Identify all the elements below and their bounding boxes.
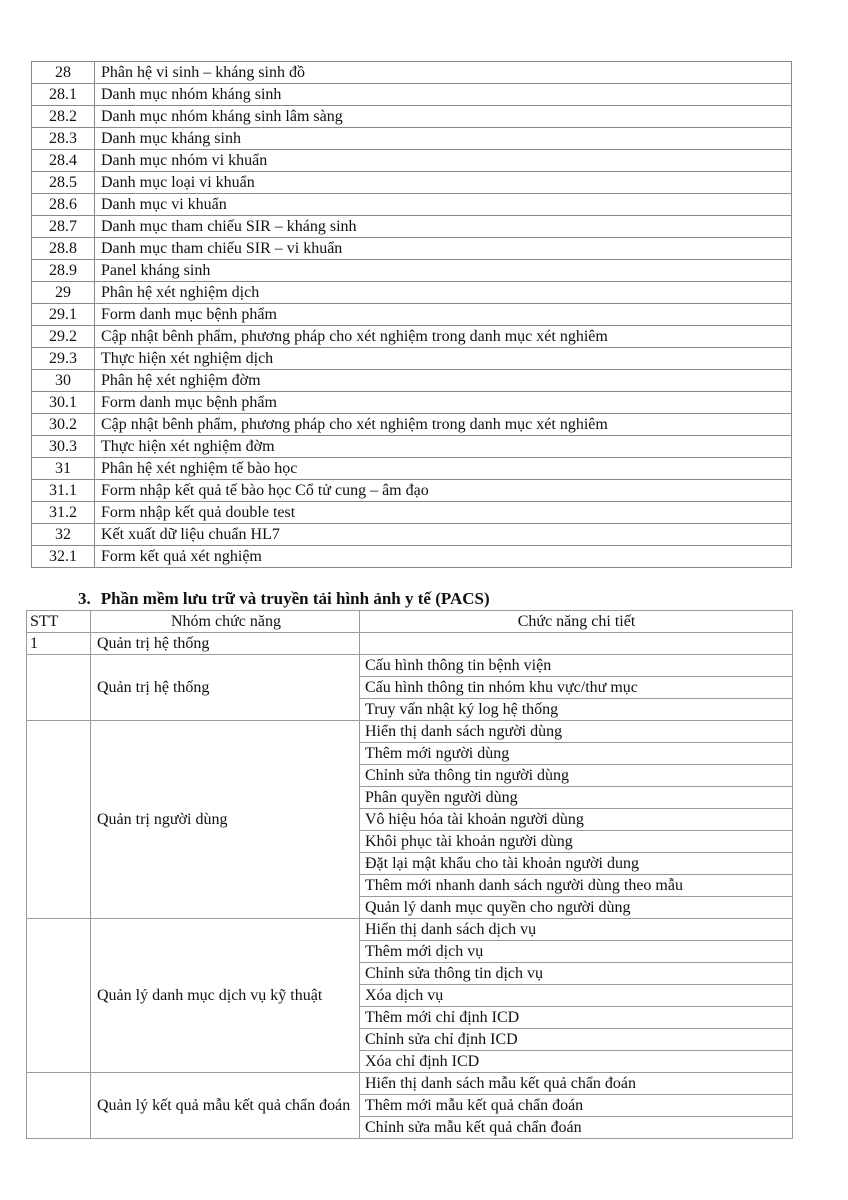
row-number: 28.6 xyxy=(32,194,95,216)
row-text: Danh mục nhóm kháng sinh xyxy=(95,84,792,106)
table-row xyxy=(32,392,792,414)
table-row xyxy=(27,633,793,655)
group-name-cell: Quản trị hệ thống xyxy=(91,655,360,721)
section-title: Phần mềm lưu trữ và truyền tải hình ảnh y tế (PACS) xyxy=(100,589,490,608)
stt-cell: 1 xyxy=(27,633,91,655)
row-text: Phân hệ xét nghiệm đờm xyxy=(95,370,792,392)
row-text: Danh mục tham chiếu SIR – kháng sinh xyxy=(95,216,792,238)
row-number: 28.9 xyxy=(32,260,95,282)
stt-cell xyxy=(27,1073,91,1139)
row-number: 30.2 xyxy=(32,414,95,436)
row-text: Danh mục tham chiếu SIR – vi khuẩn xyxy=(95,238,792,260)
detail-cell: Thêm mới chỉ định ICD xyxy=(360,1007,793,1029)
detail-cell: Truy vấn nhật ký log hệ thống xyxy=(360,699,793,721)
table-row xyxy=(27,919,793,941)
row-number: 29.1 xyxy=(32,304,95,326)
row-number: 31.1 xyxy=(32,480,95,502)
detail-cell: Thêm mới dịch vụ xyxy=(360,941,793,963)
stt-cell xyxy=(27,919,91,1073)
row-text: Panel kháng sinh xyxy=(95,260,792,282)
row-number: 28.4 xyxy=(32,150,95,172)
detail-cell: Hiển thị danh sách dịch vụ xyxy=(360,919,793,941)
group-name-cell: Quản lý danh mục dịch vụ kỹ thuật xyxy=(91,919,360,1073)
row-text: Danh mục nhóm kháng sinh lâm sàng xyxy=(95,106,792,128)
table-header-row xyxy=(27,611,793,633)
section-number: 3. xyxy=(78,589,91,608)
detail-cell: Chỉnh sửa thông tin người dùng xyxy=(360,765,793,787)
detail-cell xyxy=(360,633,793,655)
detail-cell: Chỉnh sửa thông tin dịch vụ xyxy=(360,963,793,985)
detail-cell: Thêm mới người dùng xyxy=(360,743,793,765)
table-row xyxy=(27,655,793,677)
row-number: 28.5 xyxy=(32,172,95,194)
row-text: Danh mục nhóm vi khuẩn xyxy=(95,150,792,172)
row-text: Thực hiện xét nghiệm dịch xyxy=(95,348,792,370)
detail-cell: Khôi phục tài khoản người dùng xyxy=(360,831,793,853)
row-text: Phân hệ vi sinh – kháng sinh đồ xyxy=(95,62,792,84)
table-row xyxy=(32,524,792,546)
row-number: 28.1 xyxy=(32,84,95,106)
detail-cell: Xóa dịch vụ xyxy=(360,985,793,1007)
row-text: Form danh mục bệnh phẩm xyxy=(95,304,792,326)
stt-cell xyxy=(27,721,91,919)
detail-cell: Phân quyền người dùng xyxy=(360,787,793,809)
table-row xyxy=(27,721,793,743)
detail-cell: Quản lý danh mục quyền cho người dùng xyxy=(360,897,793,919)
table-row xyxy=(32,326,792,348)
row-number: 28.3 xyxy=(32,128,95,150)
table-row xyxy=(32,458,792,480)
detail-cell: Thêm mới mẫu kết quả chẩn đoán xyxy=(360,1095,793,1117)
group-cell: Quản trị hệ thống xyxy=(91,633,360,655)
group-name-cell: Quản lý kết quả mẫu kết quả chẩn đoán xyxy=(91,1073,360,1139)
row-number: 29.3 xyxy=(32,348,95,370)
row-text: Cập nhật bênh phẩm, phương pháp cho xét nghiệm trong danh mục xét nghiêm xyxy=(95,326,792,348)
table-row xyxy=(27,1073,793,1095)
row-number: 28.8 xyxy=(32,238,95,260)
row-text: Thực hiện xét nghiệm đờm xyxy=(95,436,792,458)
table-row xyxy=(32,238,792,260)
row-number: 30.1 xyxy=(32,392,95,414)
table-row xyxy=(32,546,792,568)
header-detail: Chức năng chi tiết xyxy=(360,611,793,633)
table-row xyxy=(32,106,792,128)
detail-cell: Cấu hình thông tin bệnh viện xyxy=(360,655,793,677)
row-number: 31 xyxy=(32,458,95,480)
table-row xyxy=(32,414,792,436)
row-text: Kết xuất dữ liệu chuẩn HL7 xyxy=(95,524,792,546)
table-row xyxy=(32,84,792,106)
detail-cell: Vô hiệu hóa tài khoản người dùng xyxy=(360,809,793,831)
detail-cell: Hiển thị danh sách mẫu kết quả chẩn đoán xyxy=(360,1073,793,1095)
table-row xyxy=(32,128,792,150)
row-text: Form nhập kết quả tế bào học Cổ tử cung – âm đạo xyxy=(95,480,792,502)
detail-cell: Hiển thị danh sách người dùng xyxy=(360,721,793,743)
table-row xyxy=(32,502,792,524)
row-number: 30.3 xyxy=(32,436,95,458)
row-number: 32 xyxy=(32,524,95,546)
table-row xyxy=(32,282,792,304)
detail-cell: Cấu hình thông tin nhóm khu vực/thư mục xyxy=(360,677,793,699)
row-number: 28 xyxy=(32,62,95,84)
row-number: 29 xyxy=(32,282,95,304)
table-row xyxy=(32,150,792,172)
row-number: 32.1 xyxy=(32,546,95,568)
table-row xyxy=(32,348,792,370)
row-text: Form nhập kết quả double test xyxy=(95,502,792,524)
row-text: Danh mục kháng sinh xyxy=(95,128,792,150)
row-text: Phân hệ xét nghiệm dịch xyxy=(95,282,792,304)
table-row xyxy=(32,216,792,238)
header-group: Nhóm chức năng xyxy=(91,611,360,633)
row-text: Cập nhật bênh phẩm, phương pháp cho xét nghiệm trong danh mục xét nghiêm xyxy=(95,414,792,436)
table-row xyxy=(32,194,792,216)
row-number: 31.2 xyxy=(32,502,95,524)
table-row xyxy=(32,370,792,392)
table-row xyxy=(32,260,792,282)
feature-table-continued xyxy=(31,61,792,568)
table-row xyxy=(32,172,792,194)
row-number: 30 xyxy=(32,370,95,392)
detail-cell: Xóa chỉ định ICD xyxy=(360,1051,793,1073)
table-row xyxy=(32,480,792,502)
header-stt: STT xyxy=(27,611,91,633)
row-text: Phân hệ xét nghiệm tế bào học xyxy=(95,458,792,480)
row-text: Form danh mục bệnh phẩm xyxy=(95,392,792,414)
table-row xyxy=(32,304,792,326)
detail-cell: Đặt lại mật khẩu cho tài khoản người dung xyxy=(360,853,793,875)
row-text: Danh mục loại vi khuẩn xyxy=(95,172,792,194)
detail-cell: Chỉnh sửa mẫu kết quả chẩn đoán xyxy=(360,1117,793,1139)
table-row xyxy=(32,62,792,84)
row-number: 28.2 xyxy=(32,106,95,128)
row-number: 28.7 xyxy=(32,216,95,238)
pacs-feature-table xyxy=(26,610,793,1139)
detail-cell: Chỉnh sửa chỉ định ICD xyxy=(360,1029,793,1051)
row-text: Danh mục vi khuẩn xyxy=(95,194,792,216)
table-row xyxy=(32,436,792,458)
section-heading xyxy=(78,589,490,609)
row-text: Form kết quả xét nghiệm xyxy=(95,546,792,568)
stt-cell xyxy=(27,655,91,721)
group-name-cell: Quản trị người dùng xyxy=(91,721,360,919)
detail-cell: Thêm mới nhanh danh sách người dùng theo mẫu xyxy=(360,875,793,897)
row-number: 29.2 xyxy=(32,326,95,348)
